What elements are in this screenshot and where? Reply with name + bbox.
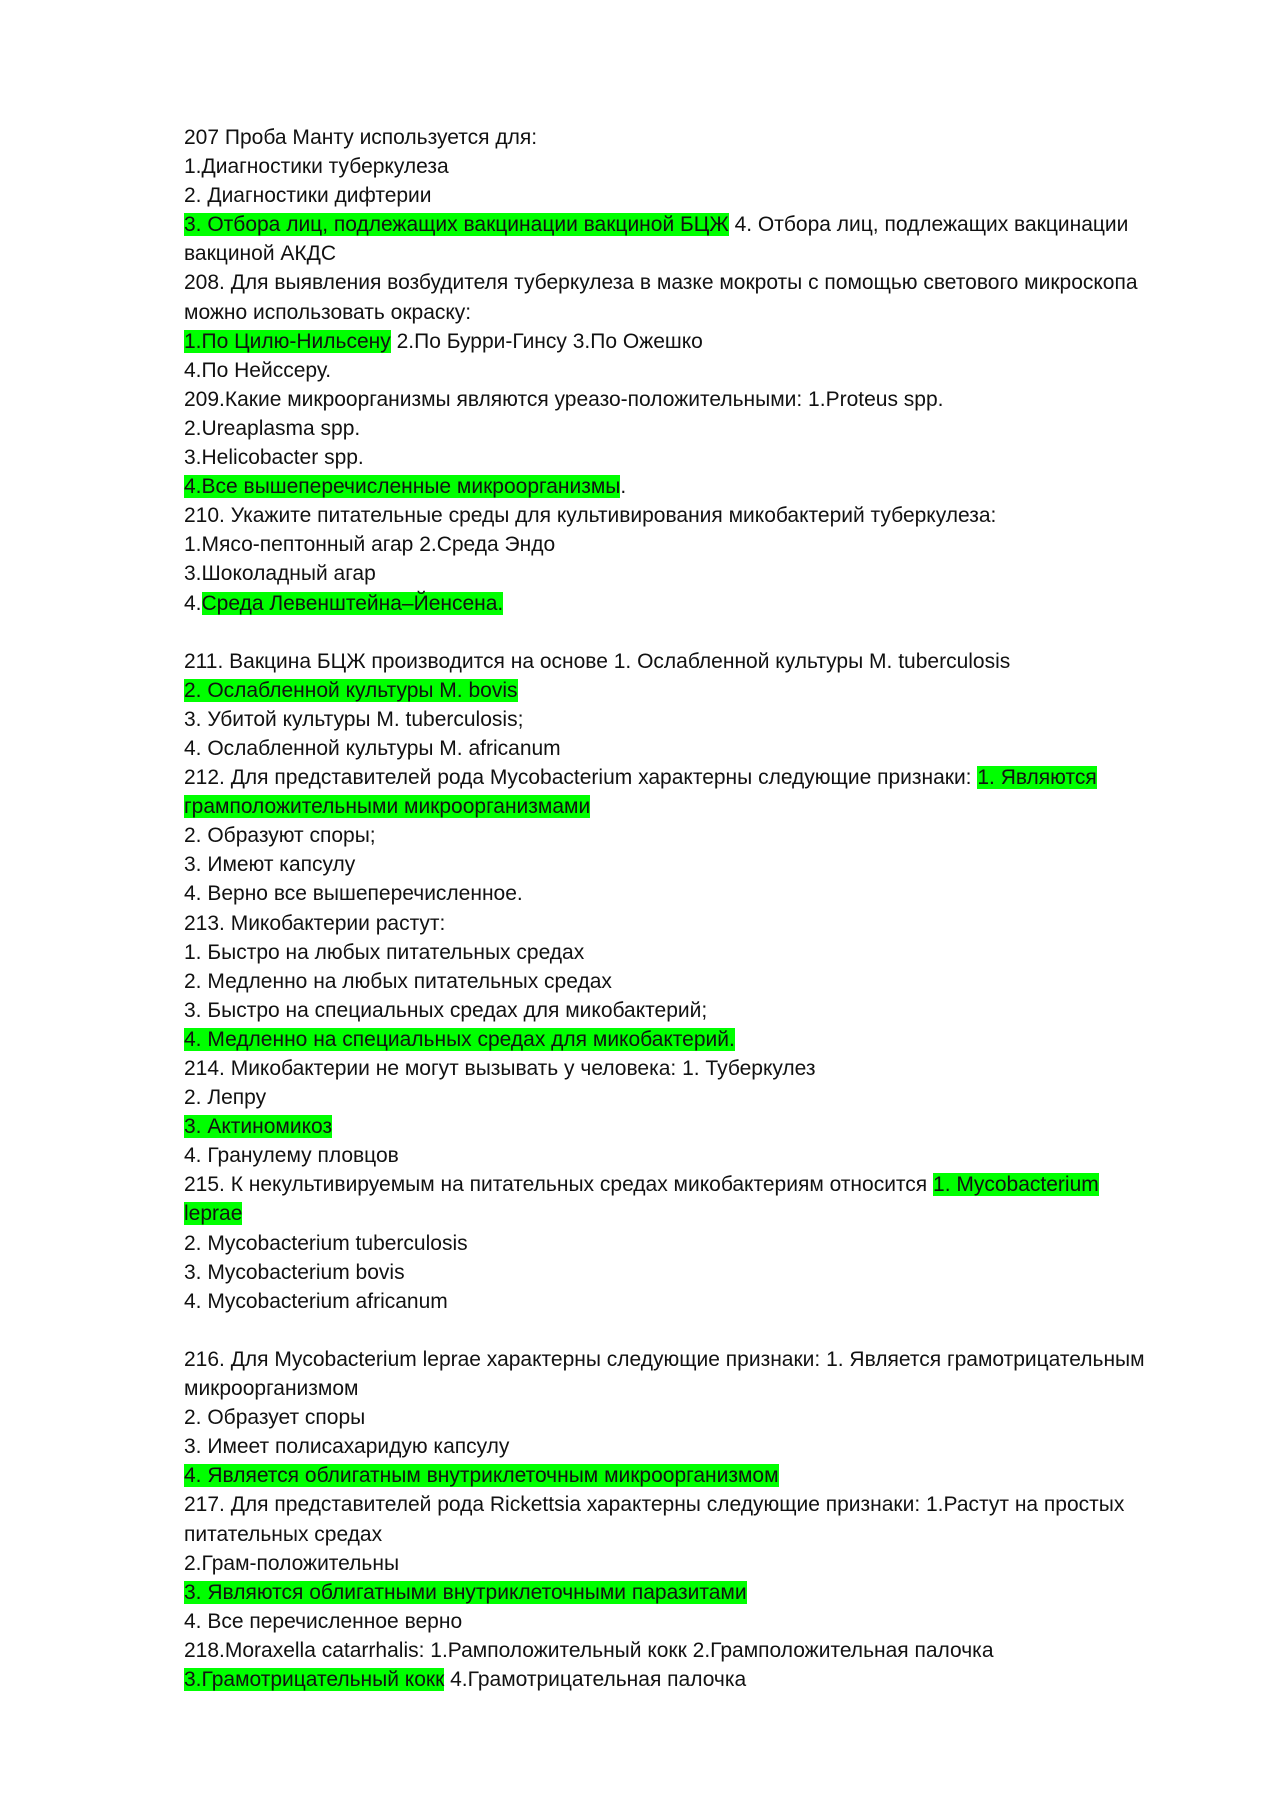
highlighted-answer: 1. Mycobacterium xyxy=(933,1173,1099,1197)
highlighted-answer: 4. Медленно на специальных средах для микобактерий. xyxy=(184,1027,735,1051)
text-segment: 2. Диагностики дифтерии xyxy=(184,184,432,208)
text-line xyxy=(184,1578,1184,1607)
text-line xyxy=(184,967,1184,996)
text-line xyxy=(184,1432,1184,1461)
text-line xyxy=(184,1665,1184,1694)
highlighted-answer: 1.По Цилю-Нильсену xyxy=(184,329,391,353)
text-segment: 2.Грам-положительны xyxy=(184,1551,400,1575)
text-line xyxy=(184,676,1184,705)
text-segment: 3.Шоколадный агар xyxy=(184,562,376,586)
text-segment: 2.По Бурри-Гинсу 3.По Ожешко xyxy=(390,329,703,353)
text-line xyxy=(184,443,1184,472)
text-segment: 214. Микобактерии не могут вызывать у человека: 1. Туберкулез xyxy=(184,1057,816,1080)
highlighted-answer: 3. Отбора лиц, подлежащих вакцинации вакциной БЦЖ xyxy=(184,213,729,237)
text-segment: 213. Микобактерии растут: xyxy=(184,911,446,935)
highlighted-answer: 2. Ослабленной культуры M. bovis xyxy=(184,678,518,702)
text-line xyxy=(184,1607,1184,1636)
highlighted-answer: 4. Является облигатным внутриклеточным микроорганизмом xyxy=(184,1464,779,1488)
highlighted-answer: грамположительными микроорганизмами xyxy=(184,795,591,819)
text-line xyxy=(184,559,1184,588)
text-line xyxy=(184,938,1184,967)
text-segment: 4. Все перечисленное верно xyxy=(184,1609,463,1633)
text-segment: 208. Для выявления возбудителя туберкулеза в мазке мокроты с помощью светового микроскопа xyxy=(184,271,1138,295)
text-segment: 3. Имеет полисахаридую капсулу xyxy=(184,1435,510,1459)
text-line xyxy=(184,1054,1184,1083)
text-segment: 218.Moraxella catarrhalis: 1.Рамположительный кокк 2.Грамположительная палочка xyxy=(184,1638,994,1662)
text-line xyxy=(184,530,1184,559)
text-line xyxy=(184,268,1184,297)
text-segment: питательных средах xyxy=(184,1522,383,1546)
text-line xyxy=(184,385,1184,414)
blank-line xyxy=(184,618,1184,647)
text-segment: 215. К некультивируемым на питательных средах микобактериям относится xyxy=(184,1173,934,1197)
text-segment: 207 Проба Манту используется для: xyxy=(184,126,538,149)
text-line xyxy=(184,1636,1184,1665)
text-segment: 209.Какие микроорганизмы являются уреазо-положительными: 1.Proteus spp. xyxy=(184,387,944,411)
highlighted-answer: Среда Левенштейна–Йенсена. xyxy=(201,591,504,615)
text-segment: . xyxy=(620,475,627,499)
text-line xyxy=(184,239,1184,268)
text-segment: 2. Образует споры xyxy=(184,1406,366,1430)
text-line xyxy=(184,1490,1184,1519)
text-line xyxy=(184,1374,1184,1403)
text-line xyxy=(184,1258,1184,1287)
text-segment: 1. Быстро на любых питательных средах xyxy=(184,940,585,964)
text-segment: 3. Быстро на специальных средах для микобактерий; xyxy=(184,998,708,1022)
document-page xyxy=(184,123,1184,1694)
text-segment: 4. Ослабленной культуры M. africanum xyxy=(184,736,561,760)
text-segment: вакциной АКДС xyxy=(184,242,337,266)
highlighted-answer: 3.Грамотрицательный кокк xyxy=(184,1667,445,1691)
text-line xyxy=(184,1403,1184,1432)
text-segment: 216. Для Mycobacterium leprae характерны следующие признаки: 1. Является грамотрицательным xyxy=(184,1347,1145,1371)
text-line xyxy=(184,1549,1184,1578)
text-line xyxy=(184,327,1184,356)
text-segment: 211. Вакцина БЦЖ производится на основе 1. Ослабленной культуры M. tuberculosis xyxy=(184,649,1011,673)
text-segment: 4. Отбора лиц, подлежащих вакцинации xyxy=(728,213,1129,237)
text-line xyxy=(184,1520,1184,1549)
text-line xyxy=(184,298,1184,327)
text-line xyxy=(184,210,1184,239)
text-segment: 2. Mycobacterium tuberculosis xyxy=(184,1231,468,1255)
text-line xyxy=(184,850,1184,879)
text-line xyxy=(184,1141,1184,1170)
text-line xyxy=(184,1025,1184,1054)
text-segment: 2. Лепру xyxy=(184,1086,267,1110)
text-segment: 3. Mycobacterium bovis xyxy=(184,1260,405,1284)
text-line xyxy=(184,792,1184,821)
text-segment: 1.Диагностики туберкулеза xyxy=(184,155,449,179)
text-segment: 4.Грамотрицательная палочка xyxy=(444,1667,747,1691)
text-segment: микроорганизмом xyxy=(184,1377,359,1401)
blank-line xyxy=(184,1316,1184,1345)
text-segment: 3.Helicobacter spp. xyxy=(184,446,364,470)
text-line xyxy=(184,879,1184,908)
text-segment: можно использовать окраску: xyxy=(184,300,472,324)
text-line xyxy=(184,1083,1184,1112)
text-segment: 2. Медленно на любых питательных средах xyxy=(184,969,612,993)
highlighted-answer: 3. Являются облигатными внутриклеточными паразитами xyxy=(184,1580,747,1604)
text-segment: 4. Mycobacterium africanum xyxy=(184,1289,448,1313)
text-line xyxy=(184,472,1184,501)
text-line xyxy=(184,821,1184,850)
text-line xyxy=(184,501,1184,530)
text-segment: 4. Верно все вышеперечисленное. xyxy=(184,882,523,906)
text-line xyxy=(184,356,1184,385)
text-segment: 3. Убитой культуры M. tuberculosis; xyxy=(184,707,524,731)
text-segment: 3. Имеют капсулу xyxy=(184,853,356,877)
highlighted-answer: 3. Актиномикоз xyxy=(184,1115,333,1139)
text-line xyxy=(184,996,1184,1025)
text-line xyxy=(184,414,1184,443)
text-segment: 212. Для представителей рода Mycobacterium характерны следующие признаки: xyxy=(184,766,978,790)
text-line xyxy=(184,1229,1184,1258)
text-line xyxy=(184,1345,1184,1374)
text-line xyxy=(184,705,1184,734)
text-line xyxy=(184,909,1184,938)
text-line xyxy=(184,763,1184,792)
text-line xyxy=(184,589,1184,618)
text-line xyxy=(184,181,1184,210)
text-segment: 217. Для представителей рода Rickettsia характерны следующие признаки: 1.Растут на простых xyxy=(184,1493,1125,1517)
text-line xyxy=(184,123,1184,152)
text-line xyxy=(184,1199,1184,1228)
text-line xyxy=(184,734,1184,763)
text-segment: 4.По Нейссеру. xyxy=(184,358,332,382)
text-segment: 4. xyxy=(184,591,202,615)
highlighted-answer: 1. Являются xyxy=(977,766,1097,790)
text-segment: 210. Укажите питательные среды для культивирования микобактерий туберкулеза: xyxy=(184,504,997,528)
text-segment: 1.Мясо-пептонный агар 2.Среда Эндо xyxy=(184,533,556,557)
text-segment: 2.Ureaplasma spp. xyxy=(184,416,361,440)
highlighted-answer: 4.Все вышеперечисленные микроорганизмы xyxy=(184,475,621,499)
text-line xyxy=(184,1170,1184,1199)
text-line xyxy=(184,1287,1184,1316)
text-line xyxy=(184,647,1184,676)
text-line xyxy=(184,152,1184,181)
text-segment: 2. Образуют споры; xyxy=(184,824,376,848)
text-line xyxy=(184,1112,1184,1141)
text-segment: 4. Гранулему пловцов xyxy=(184,1144,399,1168)
text-line xyxy=(184,1461,1184,1490)
highlighted-answer: leprae xyxy=(184,1202,243,1226)
